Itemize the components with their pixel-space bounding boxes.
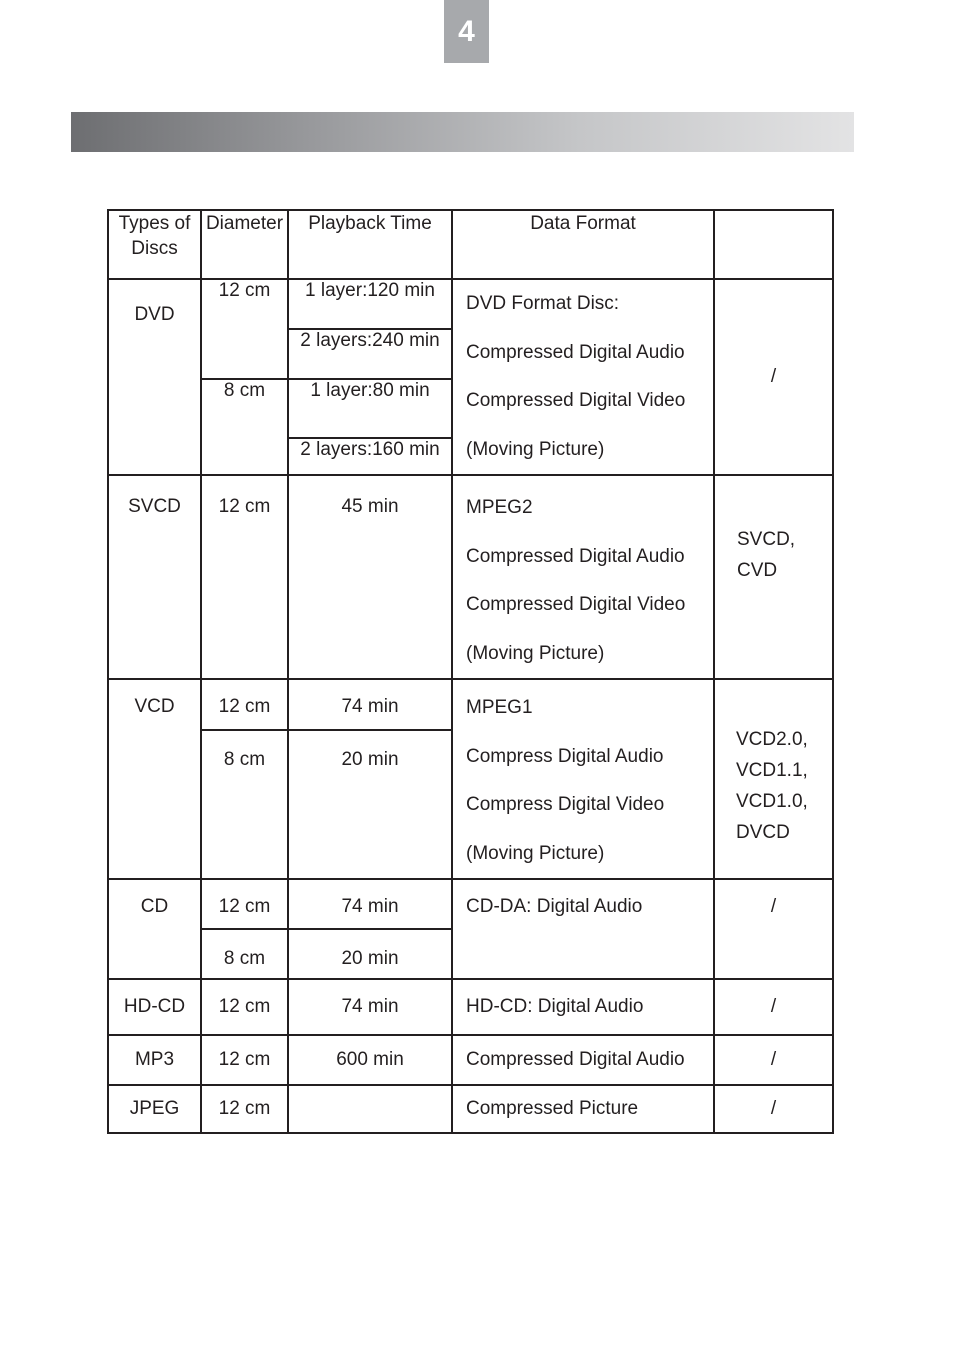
table-row-hdcd <box>108 979 833 1035</box>
format-line: (Moving Picture) <box>466 438 605 460</box>
mp3-type: MP3 <box>108 1035 201 1085</box>
section-header-bar <box>71 112 854 152</box>
vcd-time-20: 20 min <box>288 730 452 879</box>
cd-data-format: CD-DA: Digital Audio <box>452 879 714 979</box>
format-line: Compressed Digital Audio <box>466 341 685 363</box>
format-line: (Moving Picture) <box>466 842 605 864</box>
format-line: Compressed Digital Video <box>466 594 686 615</box>
jpeg-type: JPEG <box>108 1085 201 1133</box>
header-data-format: Data Format <box>452 210 714 279</box>
page-number-badge <box>444 0 489 63</box>
format-line: Compressed Digital Video <box>466 390 686 411</box>
dvd-type: DVD <box>108 279 201 475</box>
jpeg-compatibility: / <box>714 1085 833 1133</box>
vcd-data-format <box>452 679 714 879</box>
cd-diameter-12: 12 cm <box>201 879 288 929</box>
header-types-of-discs: Types of Discs <box>108 210 201 279</box>
page-number: 4 <box>458 14 475 48</box>
hdcd-diameter: 12 cm <box>201 979 288 1035</box>
mp3-data-format: Compressed Digital Audio <box>452 1035 714 1085</box>
dvd-diameter-8: 8 cm <box>201 379 288 475</box>
header-playback-time: Playback Time <box>288 210 452 279</box>
hdcd-type: HD-CD <box>108 979 201 1035</box>
dvd-time-2-layers-160: 2 layers:160 min <box>288 438 452 475</box>
header-compatibility <box>714 210 833 279</box>
hdcd-compatibility: / <box>714 979 833 1035</box>
format-line: Compressed Digital Audio <box>466 545 685 567</box>
vcd-type: VCD <box>108 679 201 879</box>
dvd-time-1-layer-80: 1 layer:80 min <box>288 379 452 438</box>
vcd-time-74: 74 min <box>288 679 452 730</box>
jpeg-playback-time <box>288 1085 452 1133</box>
cd-time-74: 74 min <box>288 879 452 929</box>
dvd-compatibility: / <box>714 279 833 475</box>
table-row-mp3 <box>108 1035 833 1085</box>
jpeg-diameter: 12 cm <box>201 1085 288 1133</box>
cd-type: CD <box>108 879 201 979</box>
compat-line: DVCD <box>736 822 790 843</box>
format-line: (Moving Picture) <box>466 642 605 664</box>
mp3-compatibility: / <box>714 1035 833 1085</box>
svcd-compatibility <box>714 475 833 679</box>
table-row-svcd <box>108 475 833 679</box>
compat-line: CVD <box>737 560 778 581</box>
table-row-jpeg <box>108 1085 833 1133</box>
dvd-data-format <box>452 279 714 475</box>
compat-line: SVCD, <box>737 529 796 550</box>
vcd-compatibility <box>714 679 833 879</box>
vcd-diameter-12: 12 cm <box>201 679 288 730</box>
compat-line: VCD1.1, <box>736 760 808 781</box>
compat-line: VCD2.0, <box>736 729 808 750</box>
dvd-time-1-layer-120: 1 layer:120 min <box>288 279 452 329</box>
hdcd-data-format: HD-CD: Digital Audio <box>452 979 714 1035</box>
table-row-dvd <box>108 279 833 329</box>
svcd-type: SVCD <box>108 475 201 679</box>
cd-compatibility: / <box>714 879 833 979</box>
disc-types-table <box>107 209 834 1134</box>
dvd-diameter-12: 12 cm <box>201 279 288 379</box>
mp3-playback-time: 600 min <box>288 1035 452 1085</box>
format-line: DVD Format Disc: <box>466 293 620 314</box>
format-line: MPEG1 <box>466 697 533 718</box>
header-diameter: Diameter <box>201 210 288 279</box>
format-line: Compress Digital Video <box>466 794 665 815</box>
cd-time-20: 20 min <box>288 929 452 979</box>
svcd-playback-time: 45 min <box>288 475 452 679</box>
format-line: Compress Digital Audio <box>466 745 664 767</box>
table-row-vcd <box>108 679 833 730</box>
mp3-diameter: 12 cm <box>201 1035 288 1085</box>
jpeg-data-format: Compressed Picture <box>452 1085 714 1133</box>
hdcd-playback-time: 74 min <box>288 979 452 1035</box>
compat-line: VCD1.0, <box>736 791 808 812</box>
cd-diameter-8: 8 cm <box>201 929 288 979</box>
svcd-data-format <box>452 475 714 679</box>
vcd-diameter-8: 8 cm <box>201 730 288 879</box>
format-line: MPEG2 <box>466 497 533 518</box>
dvd-time-2-layers-240: 2 layers:240 min <box>288 329 452 379</box>
table-header-row <box>108 210 833 279</box>
svcd-diameter: 12 cm <box>201 475 288 679</box>
table-row-cd <box>108 879 833 929</box>
